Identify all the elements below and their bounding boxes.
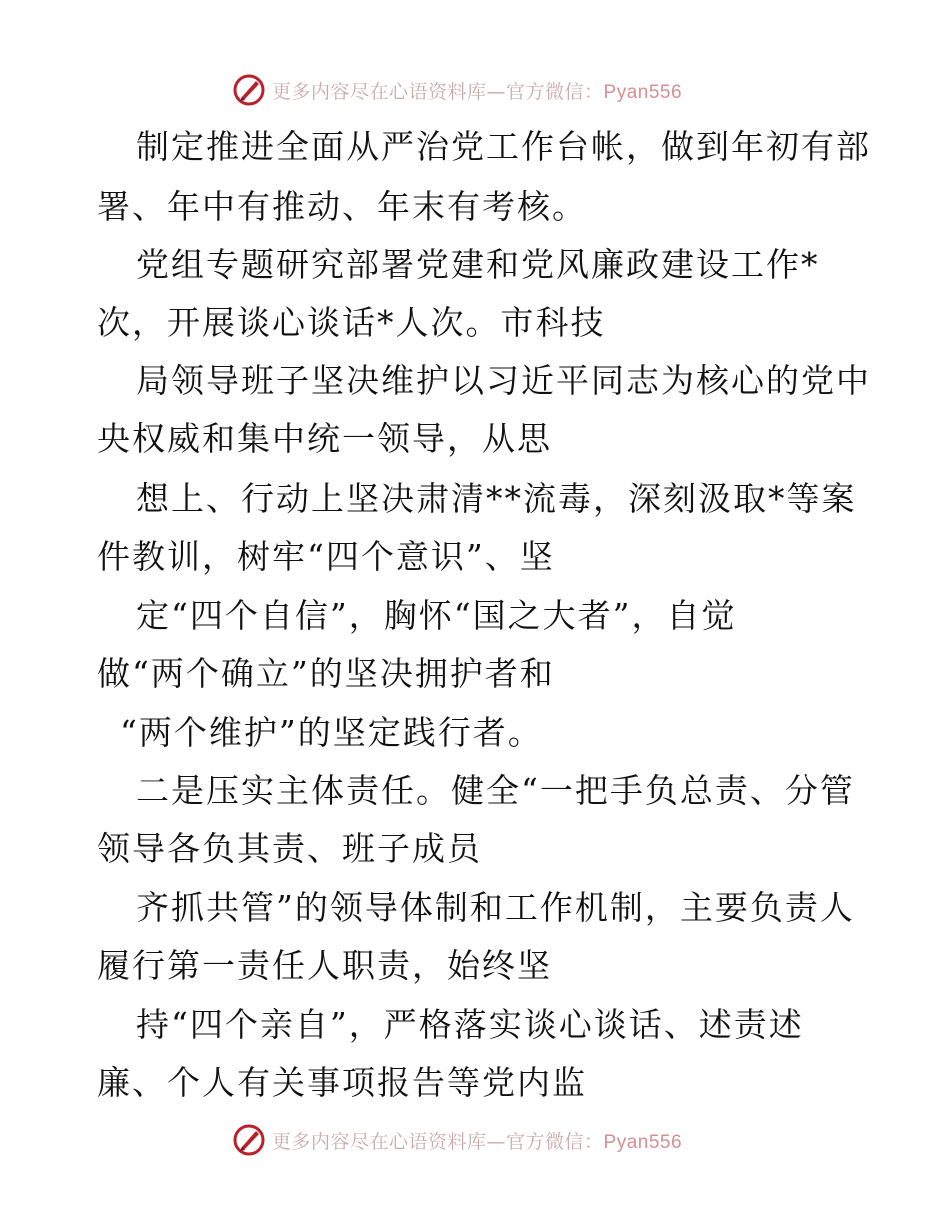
header-watermark	[232, 70, 732, 110]
text-line: 领导各负其责、班子成员	[97, 829, 482, 868]
watermark-text: 更多内容尽在心语资料库—官方微信：Pyan556	[272, 80, 683, 103]
quill-pen-logo-icon	[232, 73, 266, 107]
text-line: 做“两个确立”的坚决拥护者和	[97, 654, 555, 693]
text-line: 持“四个亲自”，严格落实谈心谈话、述责述	[136, 1005, 804, 1044]
text-line: 局领导班子坚决维护以习近平同志为核心的党中	[136, 361, 871, 400]
footer-watermark	[232, 1120, 732, 1160]
text-line: 定“四个自信”，胸怀“国之大者”，自觉	[136, 596, 737, 635]
text-line: 次，开展谈心谈话*人次。市科技	[97, 303, 606, 342]
text-line: 廉、个人有关事项报告等党内监	[97, 1063, 587, 1102]
text-line: 履行第一责任人职责，始终坚	[97, 946, 552, 985]
quill-pen-logo-icon	[232, 1123, 266, 1157]
text-line: 齐抓共管”的领导体制和工作机制，主要负责人	[136, 888, 855, 927]
text-line: 件教训，树牢“四个意识”、坚	[97, 537, 555, 576]
text-line: 二是压实主体责任。健全“一把手负总责、分管	[136, 771, 855, 810]
text-line: 署、年中有推动、年末有考核。	[97, 187, 587, 226]
text-line: “两个维护”的坚定践行者。	[120, 713, 543, 752]
text-line: 央权威和集中统一领导，从思	[97, 419, 552, 458]
watermark-text: 更多内容尽在心语资料库—官方微信：Pyan556	[272, 1130, 683, 1153]
text-line: 制定推进全面从严治党工作台帐，做到年初有部	[136, 127, 871, 166]
text-line: 想上、行动上坚决肃清**流毒，深刻汲取*等案	[136, 479, 857, 518]
text-line: 党组专题研究部署党建和党风廉政建设工作*	[136, 245, 820, 284]
